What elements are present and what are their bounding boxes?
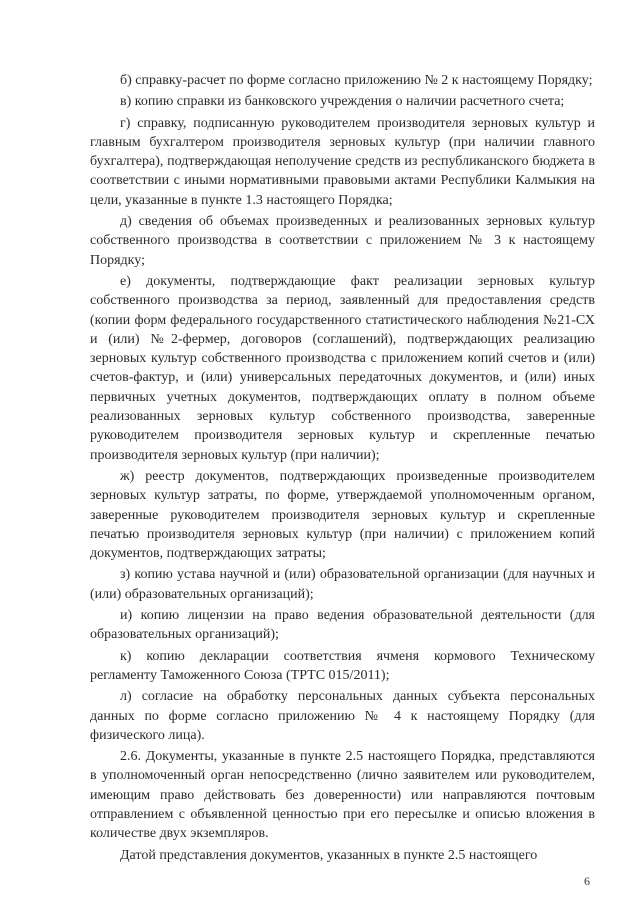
- paragraph-zh: ж) реестр документов, подтверждающих произведенные производителем зерновых культур затраты, по форме, утверждаемой уполномоченным органом, заверенные руководителем производителя зерновых культур и скрепленные печатью производителя зерновых культур (при наличии) с приложением копий документов, подтверждающих затраты;: [90, 468, 595, 562]
- document-body: [90, 71, 595, 867]
- paragraph-l: л) согласие на обработку персональных данных субъекта персональных данных по форме согласно приложению № 4 к настоящему Порядку (для физического лица).: [90, 689, 595, 743]
- paragraph-i: и) копию лицензии на право ведения образовательной деятельности (для образовательных организаций);: [90, 608, 595, 643]
- paragraph-v: в) копию справки из банковского учреждения о наличии расчетного счета;: [120, 94, 565, 110]
- paragraph-d: д) сведения об объемах произведенных и реализованных зерновых культур собственного производства в соответствии с приложением № 3 к настоящему Порядку;: [90, 214, 595, 268]
- page-number: 6: [584, 874, 590, 888]
- paragraph-z: з) копию устава научной и (или) образовательной организации (для научных и (или) образовательных организаций);: [90, 567, 595, 602]
- paragraph-k: к) копию декларации соответствия ячменя кормового Техническому регламенту Таможенного Союза (ТРТС 015/2011);: [90, 648, 595, 683]
- paragraph-b: б) справку-расчет по форме согласно приложению № 2 к настоящему Порядку;: [120, 73, 593, 88]
- paragraph-g: г) справку, подписанную руководителем производителя зерновых культур и главным бухгалтером производителя зерновых культур (при наличии главного бухгалтера), подтверждающая неполучение средств из республиканского бюджета в соответствии с иными нормативными правовыми актами Республики Калмыкия на цели, указанные в пункте 1.3 настоящего Порядка;: [90, 115, 595, 208]
- paragraph-e: е) документы, подтверждающие факт реализации зерновых культур собственного производства за период, заявленный для предоставления средств (копии форм федерального государственного статистического наблюдения №21-СХ и (или) №2-фермер, договоров (соглашений), подтверждающих реализацию зерновых культур собственного производства с приложением копий счетов и (или) счетов-фактур, и (или) универсальных передаточных документов, и (или) иных первичных учетных документов, подтверждающих оплату в полном объеме реализованных зерновых культур собственного производства, заверенные руководителем производителя зерновых культур и скрепленные печатью производителя зерновых культур (при наличии);: [90, 273, 595, 463]
- paragraph-submission-date: Датой представления документов, указанных в пункте 2.5 настоящего: [120, 847, 538, 863]
- paragraph-2-6: 2.6. Документы, указанные в пункте 2.5 настоящего Порядка, представляются в уполномоченный орган непосредственно (лично заявителем или руководителем, имеющим право действовать без доверенности) или направляются почтовым отправлением с объявленной ценностью при его пересылке и описью вложения в количестве двух экземпляров.: [90, 749, 595, 842]
